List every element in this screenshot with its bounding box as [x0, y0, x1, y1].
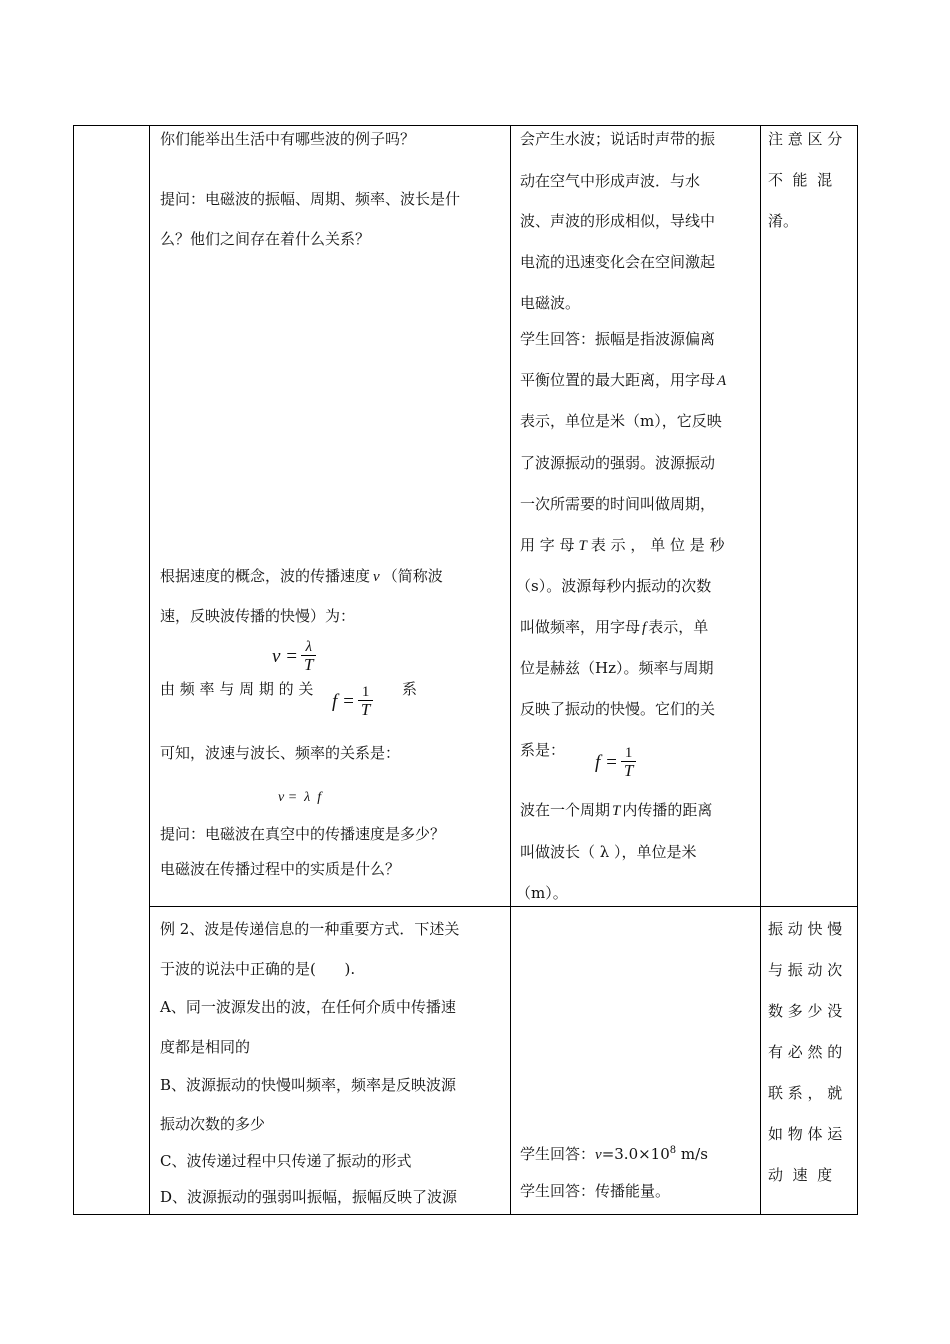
text-line: 波、声波的形成相似，导线中 — [520, 212, 716, 230]
text-line: 会产生水波；说话时声带的振 — [520, 130, 716, 148]
text-span: m/s — [676, 1145, 708, 1163]
text-span: 学生回答： — [520, 1145, 596, 1163]
text-line: A、同一波源发出的波，在任何介质中传播速 — [160, 998, 456, 1016]
text-line: 淆。 — [768, 212, 799, 230]
variable-A: A — [717, 373, 727, 389]
text-span: 叫做频率，用字母 — [520, 618, 641, 636]
formula-numerator: 1 — [361, 684, 370, 700]
formula-denominator: T — [623, 761, 634, 780]
text-line: 如 物 体 运 — [768, 1125, 843, 1143]
formula-lhs: v = — [272, 645, 299, 667]
text-line — [520, 370, 726, 391]
variable-T: T — [578, 538, 587, 554]
student-answer-speed — [520, 1144, 708, 1165]
table-top-border — [73, 125, 858, 126]
text-line: 了波源振动的强弱。波源振动 — [520, 454, 716, 472]
text-line: 么？他们之间存在着什么关系？ — [160, 230, 371, 248]
text-line: 提问：电磁波的振幅、周期、频率、波长是什 — [160, 190, 461, 208]
text-line: 动 速 度 — [768, 1166, 833, 1184]
text-line: D、波源振动的强弱叫振幅，振幅反映了波源 — [160, 1188, 458, 1206]
text-span: （简称波 — [382, 567, 443, 585]
text-line: 振 动 快 慢 — [768, 920, 843, 938]
text-span: 表示，单 — [648, 618, 709, 636]
text-span: 表 示 ， 单 位 是 秒 — [590, 536, 725, 554]
text-line: 表示，单位是米（m），它反映 — [520, 412, 722, 430]
row-divider — [149, 906, 858, 907]
text-line: 有 必 然 的 — [768, 1043, 843, 1061]
col-border-1 — [73, 125, 74, 1215]
col-border-5 — [857, 125, 858, 1215]
text-line: 不 能 混 — [768, 171, 833, 189]
formula-denominator: T — [360, 700, 371, 719]
text-line: （s）。波源每秒内振动的次数 — [516, 577, 712, 595]
text-line: 位是赫兹（Hz）。频率与周期 — [520, 659, 714, 677]
text-line: 联 系 ， 就 — [768, 1084, 843, 1102]
text-line: 学生回答：振幅是指波源偏离 — [520, 330, 716, 348]
formula-numerator: λ — [305, 639, 312, 655]
text-line: 由 频 率 与 周 期 的 关 — [160, 680, 314, 698]
text-line: 一次所需要的时间叫做周期， — [520, 495, 716, 513]
variable-f: f — [642, 620, 647, 636]
col-border-3 — [510, 125, 511, 1215]
variable-v: v — [373, 569, 380, 585]
student-answer-energy: 学生回答：传播能量。 — [520, 1182, 671, 1200]
variable-T: T — [612, 803, 621, 819]
text-line: 度都是相同的 — [160, 1038, 251, 1056]
text-line — [520, 617, 708, 638]
text-line: 可知，波速与波长、频率的关系是： — [160, 744, 401, 762]
text-span: 用 字 母 — [520, 536, 575, 554]
formula-frequency — [332, 684, 373, 719]
text-line: 反映了振动的快慢。它们的关 — [520, 700, 716, 718]
text-span: =3.0×10 — [601, 1145, 670, 1163]
text-line: 你们能举出生活中有哪些波的例子吗？ — [160, 130, 416, 148]
text-line: B、波源振动的快慢叫频率，频率是反映波源 — [160, 1076, 457, 1094]
text-line: 动在空气中形成声波．与水 — [520, 172, 701, 190]
text-line: 电磁波。 — [520, 294, 581, 312]
text-span: 根据速度的概念，波的传播速度 — [160, 567, 371, 585]
variable-v: v — [595, 1147, 602, 1163]
formula-lhs: f = — [595, 751, 618, 773]
table-bottom-border — [73, 1214, 858, 1215]
formula-wave-speed — [272, 639, 316, 674]
text-span: 波在一个周期 — [520, 801, 611, 819]
text-line — [520, 800, 712, 821]
text-line: 系是： — [520, 741, 566, 759]
text-line: 速，反映波传播的快慢）为： — [160, 607, 356, 625]
formula-numerator: 1 — [624, 745, 633, 761]
text-line: 注 意 区 分 — [768, 130, 843, 148]
exponent: 8 — [669, 1145, 677, 1156]
text-span: 平衡位置的最大距离，用字母 — [520, 371, 716, 389]
text-line — [520, 535, 725, 556]
text-line: 电磁波在传播过程中的实质是什么？ — [160, 860, 401, 878]
col-border-4 — [760, 125, 761, 1215]
text-line: 提问：电磁波在真空中的传播速度是多少？ — [160, 825, 446, 843]
text-line: 系 — [402, 680, 418, 698]
text-line: 振动次数的多少 — [160, 1115, 266, 1133]
text-line: C、波传递过程中只传递了振动的形式 — [160, 1152, 412, 1170]
text-line: 于波的说法中正确的是( ). — [160, 960, 356, 978]
text-line: 例 2、波是传递信息的一种重要方式．下述关 — [160, 920, 460, 938]
text-line: （m）。 — [516, 884, 568, 902]
formula-denominator: T — [304, 655, 314, 674]
text-line: 叫做波长（ λ ），单位是米 — [520, 843, 697, 861]
text-span: 内传播的距离 — [622, 801, 713, 819]
text-line: 数 多 少 没 — [768, 1002, 843, 1020]
text-line: 与 振 动 次 — [768, 961, 843, 979]
text-line — [160, 566, 443, 587]
formula-v-lambda-f: v = λ f — [278, 790, 322, 805]
text-line: 电流的迅速变化会在空间激起 — [520, 253, 716, 271]
formula-lhs: f = — [332, 690, 355, 712]
formula-frequency — [595, 745, 636, 780]
col-border-2 — [149, 125, 150, 1215]
